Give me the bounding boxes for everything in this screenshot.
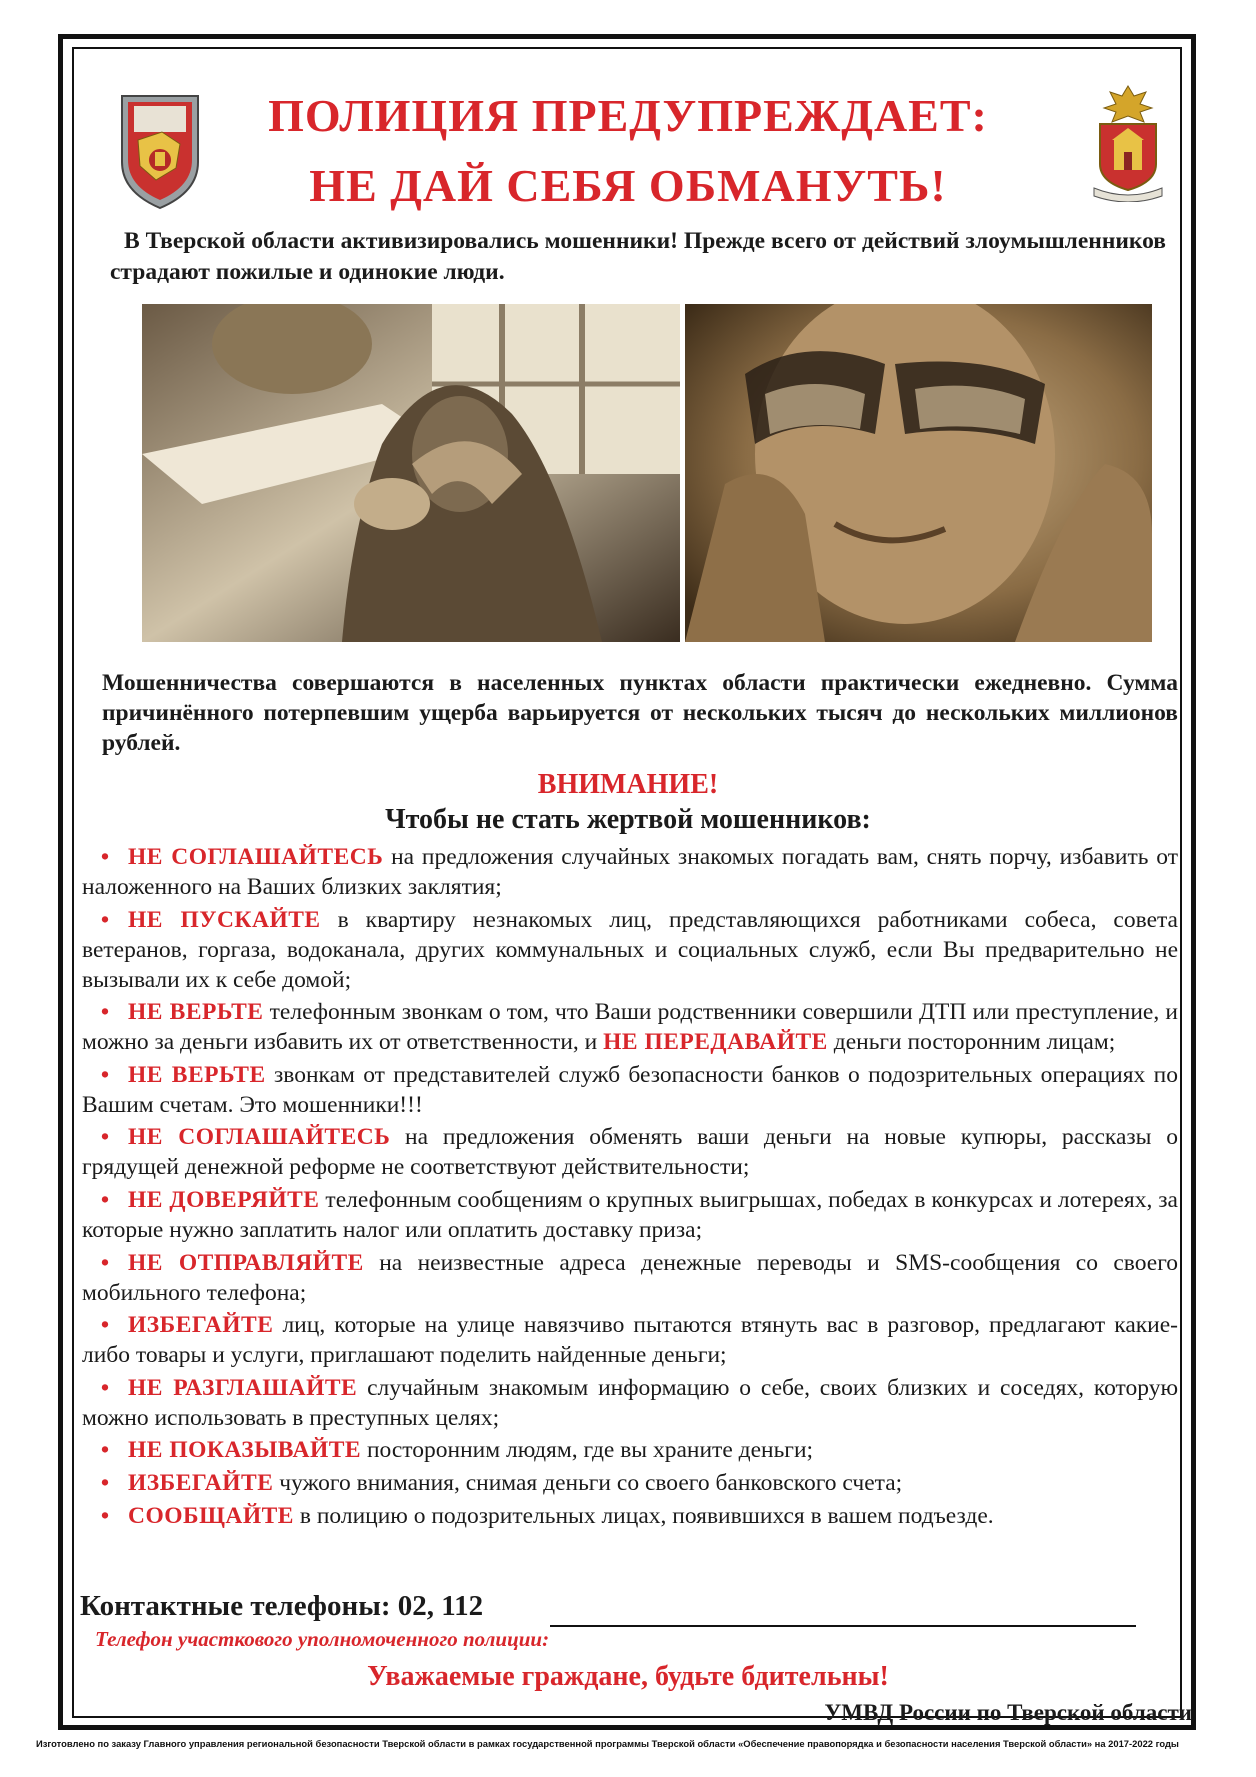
tip-keyword: ИЗБЕГАЙТЕ bbox=[128, 1469, 274, 1496]
tip-keyword: НЕ СОГЛАШАЙТЕСЬ bbox=[128, 844, 384, 870]
tip-keyword: НЕ ПУСКАЙТЕ bbox=[128, 906, 321, 933]
bullet-icon: • bbox=[100, 1437, 110, 1464]
tip-keyword: НЕ ДОВЕРЯЙТЕ bbox=[128, 1186, 320, 1213]
bullet-icon: • bbox=[100, 906, 110, 933]
list-item bbox=[82, 1435, 1178, 1465]
tip-text: случайным знакомым информацию о себе, своих близких и соседях, которую можно использовать в преступных целях; bbox=[82, 1374, 1179, 1431]
bullet-icon: • bbox=[100, 1124, 110, 1151]
tip-keyword: НЕ ВЕРЬТЕ bbox=[128, 1061, 266, 1088]
tip-text: телефонным сообщениям о крупных выигрышах, победах в конкурсах и лотереях, за которые нужно заплатить налог или оплатить доставку приза; bbox=[82, 1186, 1178, 1243]
contact-phones: Контактные телефоны: 02, 112 bbox=[80, 1590, 484, 1622]
bullet-icon: • bbox=[100, 1469, 110, 1496]
bullet-icon: • bbox=[100, 1249, 110, 1276]
elderly-woman-photo-icon bbox=[142, 304, 680, 642]
tip-keyword: НЕ ОТПРАВЛЯЙТЕ bbox=[128, 1249, 364, 1276]
tip-text: в квартиру незнакомых лиц, представляющихся работниками собеса, совета ветеранов, горгаза, водоканала, других коммунальных и социальных служб, если Вы предварительно не вызывали их к себе домой; bbox=[82, 906, 1178, 993]
tip-text: на предложения обменять ваши деньги на новые купюры, рассказы о грядущей денежной реформе не соответствуют действительности; bbox=[82, 1124, 1178, 1181]
list-item bbox=[82, 997, 1178, 1057]
contact-fill-in-line bbox=[550, 1625, 1136, 1627]
bullet-icon: • bbox=[100, 999, 110, 1026]
list-item bbox=[82, 842, 1178, 902]
tip-keyword: СООБЩАЙТЕ bbox=[128, 1502, 294, 1529]
tip-text: звонкам от представителей служб безопасности банков о подозрительных операциях по Вашим счетам. Это мошенники!!! bbox=[82, 1061, 1178, 1118]
bullet-icon: • bbox=[100, 1312, 110, 1339]
elderly-man-photo-icon bbox=[685, 304, 1152, 642]
tip-keyword: НЕ СОГЛАШАЙТЕСЬ bbox=[128, 1124, 391, 1151]
safety-tips-list bbox=[82, 842, 1178, 1533]
bullet-icon: • bbox=[100, 1186, 110, 1213]
list-item bbox=[82, 1122, 1178, 1182]
issuer-signature: УМВД России по Тверской области bbox=[824, 1700, 1192, 1725]
tip-text: чужого внимания, снимая деньги со своего банковского счета; bbox=[273, 1469, 903, 1496]
list-item bbox=[82, 1185, 1178, 1245]
tip-text-secondary: деньги посторонним лицам; bbox=[827, 1029, 1116, 1056]
tip-text: телефонным звонкам о том, что Ваши родственники совершили ДТП или преступление, и можно за деньги избавить их от ответственности, и bbox=[82, 999, 1178, 1056]
tip-keyword: НЕ ПОКАЗЫВАЙТЕ bbox=[128, 1437, 362, 1464]
bullet-icon: • bbox=[100, 844, 110, 870]
vigilance-appeal: Уважаемые граждане, будьте бдительны! bbox=[367, 1661, 889, 1692]
tip-text: лиц, которые на улице навязчиво пытаются втянуть вас в разговор, предлагают какие-либо товары и услуги, приглашают поделить найденные деньги; bbox=[82, 1312, 1178, 1369]
list-item bbox=[82, 1310, 1178, 1370]
intro-paragraph: В Тверской области активизировались мошенники! Прежде всего от действий злоумышленников страдают пожилые и одинокие люди. bbox=[110, 228, 1166, 285]
tips-subheading: Чтобы не стать жертвой мошенников: bbox=[385, 804, 871, 835]
district-officer-phone-label: Телефон участкового уполномоченного полиции: bbox=[95, 1627, 550, 1651]
bullet-icon: • bbox=[100, 1502, 110, 1529]
bullet-icon: • bbox=[100, 1061, 110, 1088]
production-footnote: Изготовлено по заказу Главного управления региональной безопасности Тверской области в рамках государственной программы Тверской области «Обеспечение правопорядка и безопасности населения Тверской области» на 2017-2022 годы bbox=[36, 1738, 1179, 1749]
list-item bbox=[82, 1468, 1178, 1498]
bullet-icon: • bbox=[100, 1374, 110, 1401]
list-item bbox=[82, 1060, 1178, 1120]
tip-keyword: ИЗБЕГАЙТЕ bbox=[128, 1312, 274, 1339]
tip-keyword: НЕ РАЗГЛАШАЙТЕ bbox=[128, 1374, 358, 1401]
list-item bbox=[82, 1373, 1178, 1433]
tip-text: на предложения случайных знакомых погадать вам, снять порчу, избавить от наложенного на Ваших близких заклятия; bbox=[82, 844, 1178, 900]
tip-text: в полицию о подозрительных лицах, появившихся в вашем подъезде. bbox=[293, 1502, 994, 1529]
list-item bbox=[82, 905, 1178, 995]
list-item bbox=[82, 1501, 1178, 1531]
list-item bbox=[82, 1248, 1178, 1308]
tip-text: на неизвестные адреса денежные переводы и SMS-сообщения со своего мобильного телефона; bbox=[82, 1249, 1178, 1306]
tip-keyword-secondary: НЕ ПЕРЕДАВАЙТЕ bbox=[603, 1029, 828, 1056]
headline-line-1: ПОЛИЦИЯ ПРЕДУПРЕЖДАЕТ: bbox=[268, 90, 988, 141]
attention-heading: ВНИМАНИЕ! bbox=[537, 769, 719, 800]
police-coat-of-arms-icon bbox=[1090, 84, 1166, 202]
regional-security-emblem-icon bbox=[118, 92, 202, 210]
headline-line-2: НЕ ДАЙ СЕБЯ ОБМАНУТЬ! bbox=[309, 160, 947, 211]
tip-text: посторонним людям, где вы храните деньги; bbox=[361, 1437, 814, 1464]
fraud-statistics-paragraph: Мошенничества совершаются в населенных пунктах области практически ежедневно. Сумма причинённого потерпевшим ущерба варьируется от нескольких тысяч до нескольких миллионов рублей. bbox=[102, 670, 1178, 756]
tip-keyword: НЕ ВЕРЬТЕ bbox=[128, 999, 264, 1026]
